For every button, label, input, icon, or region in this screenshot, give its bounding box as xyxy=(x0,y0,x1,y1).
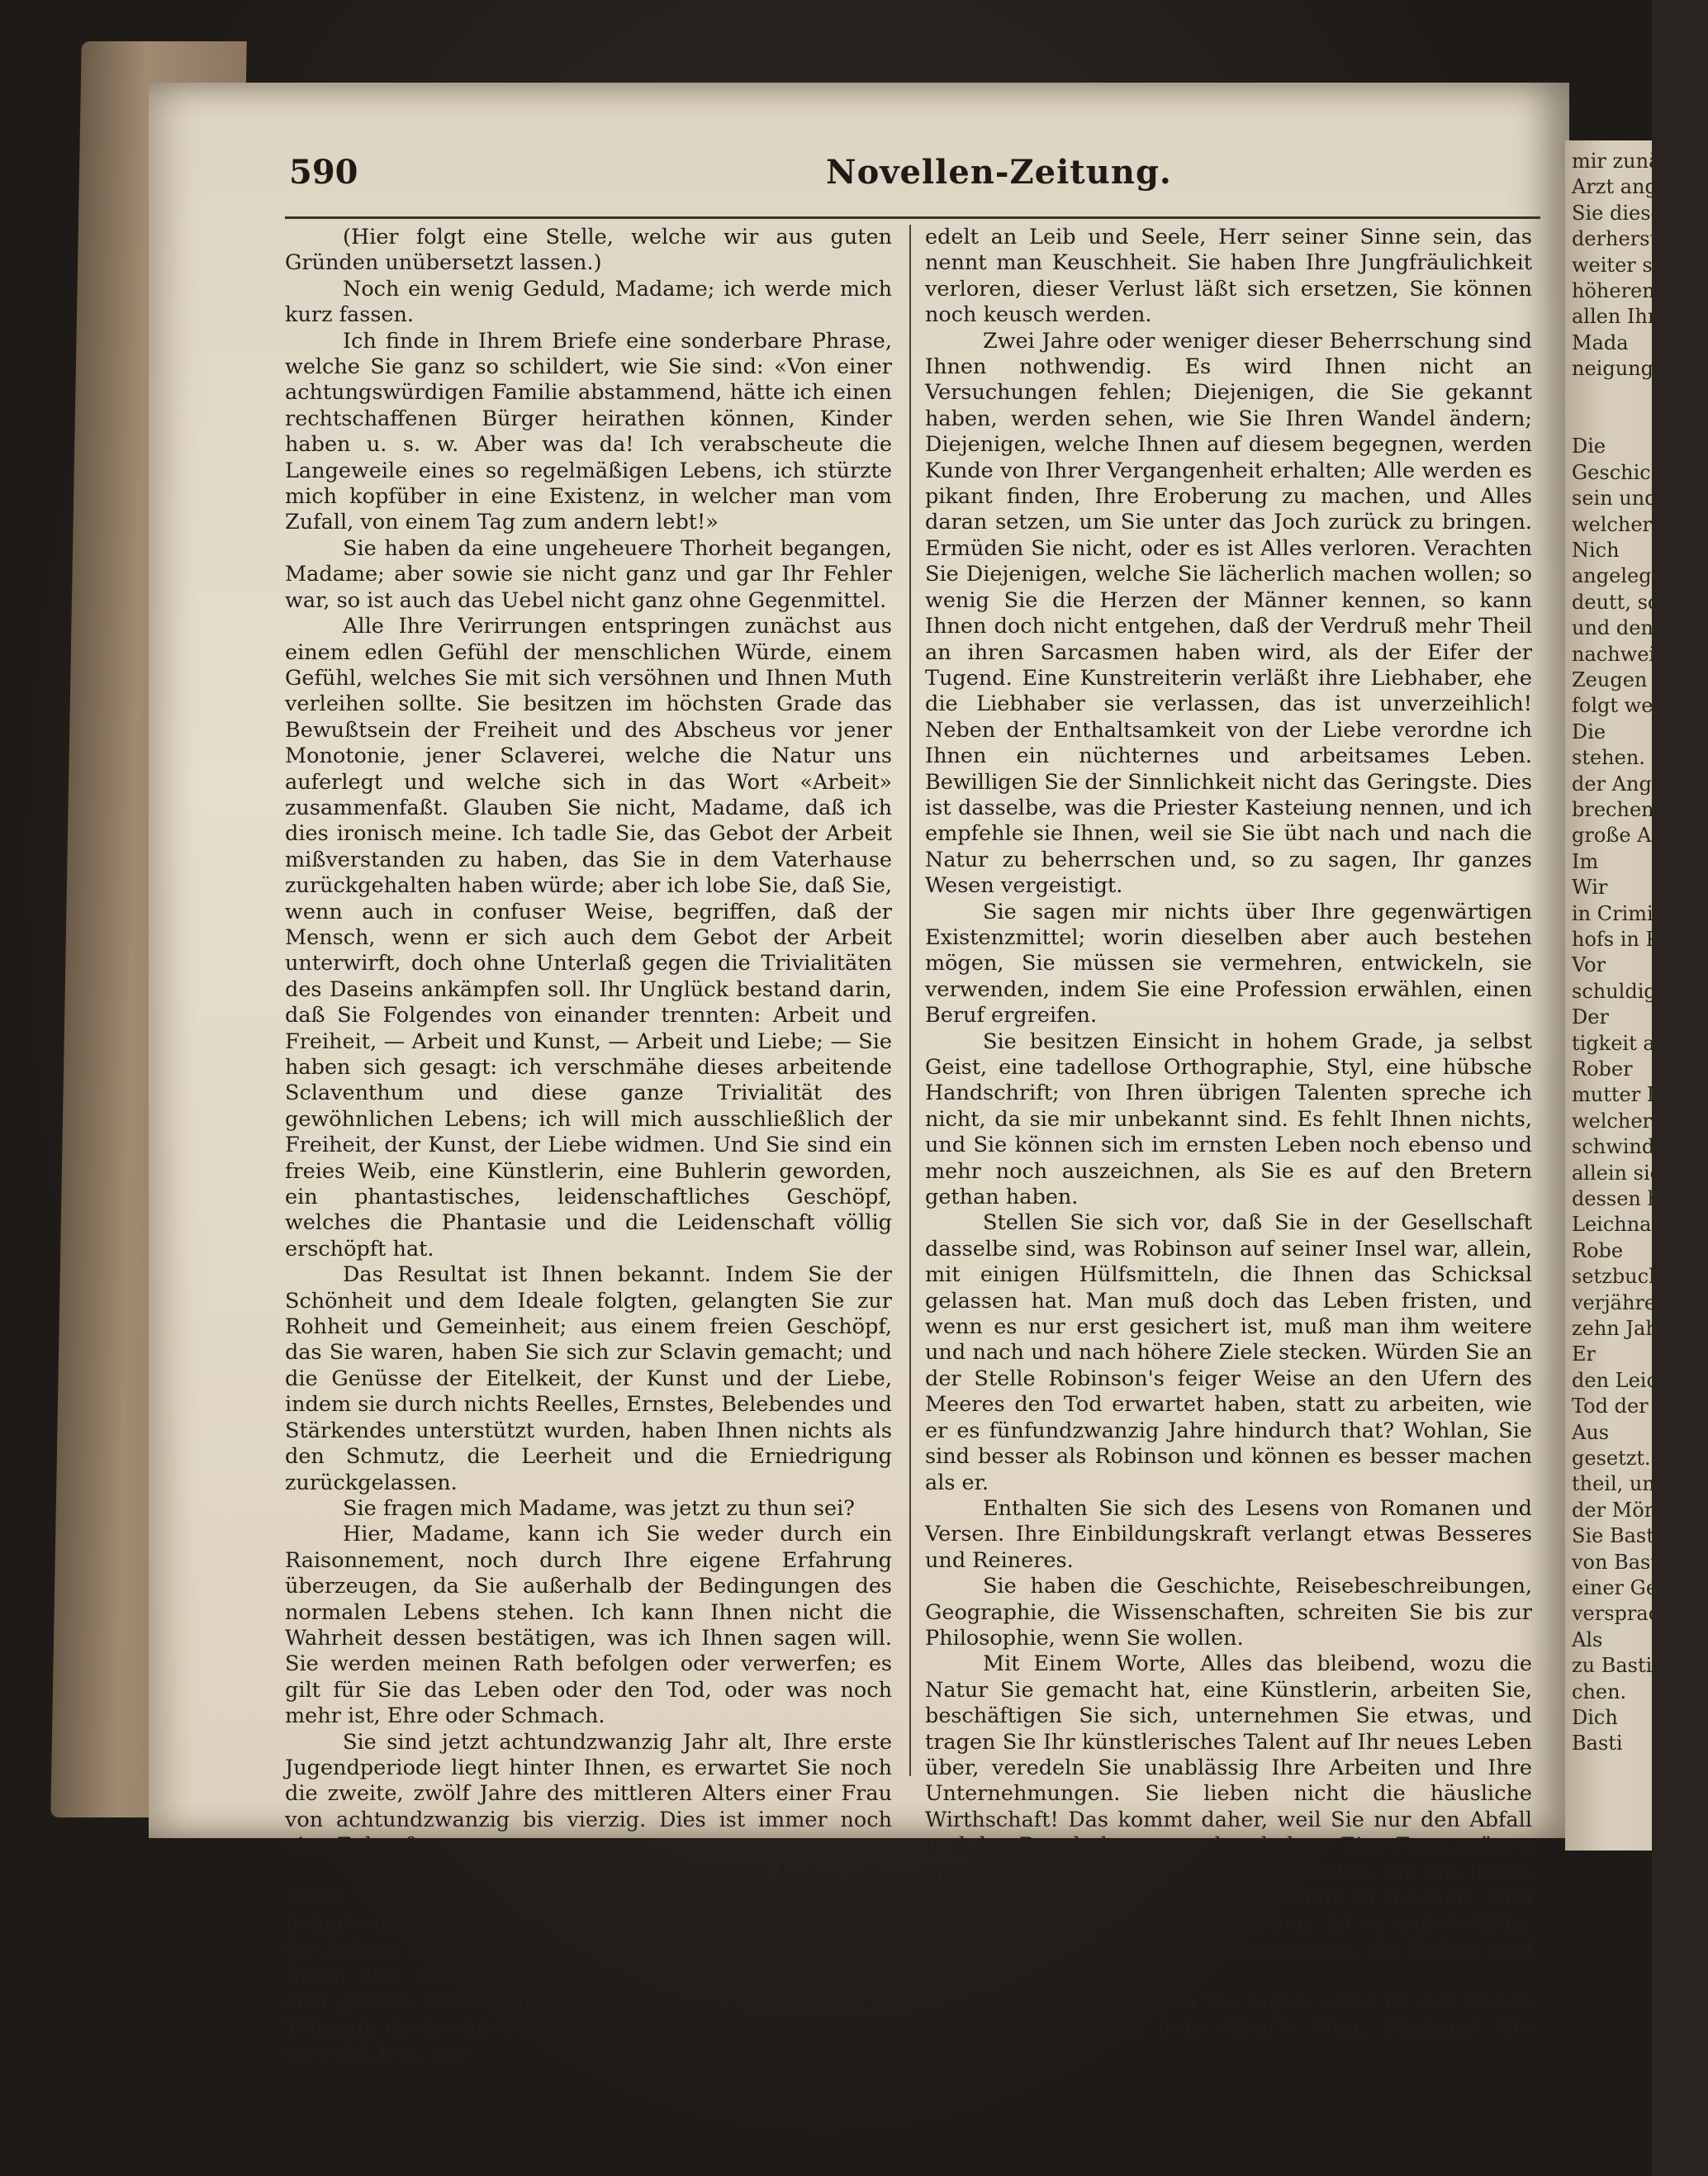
left-text-column xyxy=(285,225,892,2066)
facing-page-line: weiter sagen xyxy=(1572,253,1702,277)
facing-page-line: Er xyxy=(1572,1342,1596,1366)
facing-page-line: hofs in P xyxy=(1572,928,1659,951)
facing-page-line: neigung xyxy=(1572,357,1653,381)
facing-page-line: Zeugen wie xyxy=(1572,668,1689,691)
facing-page-line: folgt werde xyxy=(1572,694,1687,718)
facing-page-line: höheren Zw xyxy=(1572,279,1692,302)
paragraph: Sie sind jetzt achtundzwanzig Jahr alt, Ihre erste Jugendperiode liegt hinter Ihnen, es erwartet Sie noch die zweite, zwölf Jahre des mittleren Alters einer Frau von achtundzwanzig bis vierzig. Dies ist immer noch eine Zukunft. xyxy=(285,1729,892,1859)
paragraph: «Und nun,» werden Sie sagen, «was ist der Zweck und das Ende von dem Allen?» Nun, Madame! Sie müssen xyxy=(925,1988,1532,2066)
page-number: 590 xyxy=(289,153,358,192)
facing-page-line: welcher ein xyxy=(1572,512,1689,536)
facing-page-line: deutt, so wi xyxy=(1572,590,1690,614)
right-text-column xyxy=(925,225,1532,2066)
facing-page-line: brechen du xyxy=(1572,798,1687,821)
facing-page-line: Dich xyxy=(1572,1706,1618,1729)
paragraph: Zwei Jahre oder weniger dieser Beherrschung sind Ihnen nothwendig. Es wird Ihnen nicht an Versuchungen fehlen; Diejenigen, die Sie gekannt haben, werden sehen, wie Sie Ihren Wandel ändern; Diejenigen, welche Ihnen auf diesem begegnen, werden Kunde von Ihrer Vergangenheit erhalten; Alle werden es pikant finden, Ihre Eroberung zu machen, und Alles daran setzen, um Sie unter das Joch zurück zu bringen. Ermüden Sie nicht, oder es ist Alles verloren. Verachten Sie Diejenigen, welche Sie lächerlich machen wollen; so wenig Sie die Herzen der Männer kennen, so kann Ihnen doch nicht entgehen, daß der Verdruß mehr Theil an ihren Sarcasmen haben wird, als der Eifer der Tugend. Eine Kunstreiterin verläßt ihre Liebhaber, ehe die Liebhaber sie verlassen, das ist unverzeihlich! Neben der Enthaltsamkeit von der Liebe verordne ich Ihnen ein nüchternes und arbeitsames Leben. Bewilligen Sie der Sinnlichkeit nicht das Geringste. Dies ist dasselbe, was die Priester Kasteiung nennen, und ich empfehle sie Ihnen, weil sie Sie übt nach und nach die Natur zu beherrschen und, so zu sagen, Ihr ganzes Wesen vergeistigt. xyxy=(925,328,1532,899)
column-divider xyxy=(909,225,911,1776)
facing-page-line: Sie dieselbe xyxy=(1572,201,1693,225)
page-header xyxy=(289,153,1528,202)
facing-page-line: Basti xyxy=(1572,1732,1623,1756)
facing-page-line: Rober xyxy=(1572,1057,1633,1081)
paragraph: Sie besitzen Einsicht in hohem Grade, ja selbst Geist, eine tadellose Orthographie, Styl, eine hübsche Handschrift; von Ihren übrigen Talenten spreche ich nicht, da sie mir unbekannt sind. Es fehlt Ihnen nichts, und Sie können sich im ernsten Leben noch ebenso und mehr noch auszeichnen, als Sie es auf den Bretern gethan haben. xyxy=(925,1029,1532,1210)
facing-page-line: tigkeit alle xyxy=(1572,1031,1680,1055)
facing-page-line: Die xyxy=(1572,435,1606,458)
paragraph: Enthalten Sie sich des Lesens von Romanen und Versen. Ihre Einbildungskraft verlangt etwas Besseres und Reineres. xyxy=(925,1495,1532,1573)
paragraph: Stellen Sie sich vor, daß Sie in der Gesellschaft dasselbe sind, was Robinson auf seiner Insel war, allein, mit einigen Hülfsmitteln, die Ihnen das Schicksal gelassen hat. Man muß doch das Leben fristen, und wenn es nur erst gesichert ist, muß man ihm weitere und nach und nach höhere Ziele stecken. Würden Sie an der Stelle Robinson's feiger Weise an den Ufern des Meeres den Tod erwartet haben, statt zu arbeiten, wie er es fünfundzwanzig Jahre hindurch that? Wohlan, Sie sind besser als Robinson und können es besser machen als er. xyxy=(925,1210,1532,1495)
facing-page-fragment xyxy=(1565,140,1708,1851)
facing-page-line: der Angekl xyxy=(1572,772,1682,796)
facing-page-line: Sie Basti xyxy=(1572,1524,1661,1548)
paragraph: (Hier folgt eine Stelle, welche wir aus guten Gründen unübersetzt lassen.) xyxy=(285,225,892,276)
facing-page-line: in Crimin xyxy=(1572,901,1667,925)
header-rule xyxy=(285,216,1540,219)
paragraph: Sie fragen mich Madame, was jetzt zu thun sei? xyxy=(343,1495,855,1521)
paragraph: Mit Einem Worte, Alles das bleibend, wozu die Natur Sie gemacht hat, eine Künstlerin, arbeiten Sie, beschäftigen Sie sich, unternehmen Sie etwas, und tragen Sie Ihr künstlerisches Talent auf Ihr neues Leben über, veredeln Sie unablässig Ihre Arbeiten und Ihre Unternehmungen. Sie lieben nicht die häusliche Wirthschaft! Das kommt daher, weil Sie nur den Abfall und den Rauch davon gesehen haben. Eine Frau, mögen Sie wissen, bedarf eines großen Talentes, um aus ihrem Zimmer ein Bild und eine Landschaft zu machen. Und das sollten sie doch alle versuchen. Ist es widerwärtig, Kessel, Töpfe und Meubles anzufassen, als Farben und Pinsel? xyxy=(925,1651,1532,1988)
facing-page-line: versprach. xyxy=(1572,1602,1679,1626)
facing-page-line: den Leichn xyxy=(1572,1368,1683,1392)
facing-page-line: welcher Ro xyxy=(1572,1109,1686,1133)
facing-page-line: mir zunächst xyxy=(1572,150,1703,173)
facing-page-line: Tod der xyxy=(1572,1394,1649,1418)
facing-page-line: Nich xyxy=(1572,539,1620,562)
facing-page-line: mutter Rob xyxy=(1572,1083,1687,1107)
facing-page-line: der Mörder xyxy=(1572,1498,1688,1522)
facing-page-line: und den Ta xyxy=(1572,616,1684,640)
paragraph: edelt an Leib und Seele, Herr seiner Sinne sein, das nennt man Keuschheit. Sie haben Ihre Jungfräulichkeit verloren, dieser Verlust läßt sich ersetzen, Sie können noch keusch werden. xyxy=(925,225,1532,328)
facing-page-line: Vor xyxy=(1572,953,1606,977)
running-title: Novellen-Zeitung. xyxy=(826,153,1172,192)
facing-page-line: große Ang xyxy=(1572,824,1677,848)
facing-page-line: angelegenh xyxy=(1572,564,1689,588)
facing-page-line: Die xyxy=(1572,720,1606,744)
paragraph: Sie haben da eine ungeheuere Thorheit begangen, Madame; aber sowie sie nicht ganz und gar Ihr Fehler war, so ist auch das Uebel nicht ganz ohne Gegenmittel. xyxy=(285,535,892,613)
facing-page-line: nachweisen xyxy=(1572,642,1691,666)
paragraph: Hier, Madame, kann ich Sie weder durch ein Raisonnement, noch durch Ihre eigene Erfahrung überzeugen, da Sie außerhalb der Bedingungen des normalen Lebens stehen. Ich kann Ihnen nicht die Wahrheit dessen bestätigen, was ich Ihnen sagen will. Sie werden meinen Rath befolgen oder verwerfen; es gilt für Sie das Leben oder den Tod, oder was noch mehr ist, Ehre oder Schmach. xyxy=(285,1522,892,1729)
facing-page-line: Mada xyxy=(1572,330,1629,354)
facing-page-line: Der xyxy=(1572,1005,1609,1029)
facing-page-line: Leichnam xyxy=(1572,1213,1671,1237)
paragraph: Ich finde in Ihrem Briefe eine sonderbare Phrase, welche Sie ganz so schildert, wie Sie sind: «Von einer achtungswürdigen Familie abstammend, hätte ich einen rechtschaffenen Bürger heirathen können, Kinder haben u. s. w. Aber was da! Ich verabscheute die Langeweile eines so regelmäßigen Lebens, ich stürzte mich kopfüber in eine Existenz, in welcher man vom Zufall, von einem Tag zum andern lebt!» xyxy=(285,328,892,535)
facing-page-line: schuldige w xyxy=(1572,979,1692,1003)
facing-page-line: zu Bastian xyxy=(1572,1654,1677,1678)
paragraph: Noch ein wenig Geduld, Madame; ich werde mich kurz fassen. xyxy=(285,276,892,328)
facing-page-line: Robe xyxy=(1572,1238,1624,1262)
facing-page-line: Als xyxy=(1572,1627,1603,1651)
facing-page-line: Arzt angeno xyxy=(1572,175,1694,199)
facing-page-line: Aus xyxy=(1572,1420,1610,1444)
facing-page-line: schwinden xyxy=(1572,1135,1679,1159)
facing-page-line: gesetzt. xyxy=(1572,1447,1651,1470)
facing-page-line: von Bastia xyxy=(1572,1550,1677,1574)
paragraph: Das Resultat ist Ihnen bekannt. Indem Sie der Schönheit und dem Ideale folgten, gelangten Sie zur Rohheit und Gemeinheit; aus einem freien Geschöpf, das Sie waren, haben Sie sich zur Sclavin gemacht; und die Genüsse der Eitelkeit, der Kunst und der Liebe, indem sie durch nichts Reelles, Ernstes, Belebendes und Stärkendes unterstützt wurden, haben Ihnen nichts als den Schmutz, die Leerheit und die Erniedrigung zurückgelassen. xyxy=(285,1262,892,1495)
facing-page-line: theil, und xyxy=(1572,1472,1668,1496)
facing-page-line: Im xyxy=(1572,849,1599,873)
facing-page-line: Wir xyxy=(1572,876,1608,900)
paragraph: Sie haben die Geschichte, Reisebeschreibungen, Geographie, die Wissenschaften, schreiten Sie bis zur Philosophie, wenn Sie wollen. xyxy=(925,1574,1532,1651)
facing-page-line: Geschicht xyxy=(1572,460,1672,484)
facing-page-line: chen. xyxy=(1572,1680,1627,1703)
facing-page-line: sein und xyxy=(1572,487,1658,511)
facing-page-line: allen Ihren xyxy=(1572,305,1682,329)
facing-page-line: allein sie h xyxy=(1572,1161,1681,1185)
facing-page-line: setzbuch de xyxy=(1572,1265,1692,1289)
paragraph: Brechen Sie zunächst mit jeder Art von Liebe. Das Erste, was Sie thun müssen, ist zu lernen, sich selbst zu beherrschen, denn, Unglückliche, Sie sind bis heute nur die Sclavin von irgend etwas Anderem gewesen. Es wird Ihnen dies anfänglich viel kosten, darauf machen Sie sich gefaßt; aber wenn der Kampf schwer ist, wird der Triumph desto süßer sein. Sich beherrschen, hören Sie es wohl, frei, ver- xyxy=(285,1859,892,2066)
facing-page-line: zehn Jahre xyxy=(1572,1317,1680,1340)
paragraph: Sie sagen mir nichts über Ihre gegenwärtigen Existenzmittel; worin dieselben aber auch bestehen mögen, Sie müssen sie vermehren, entwickeln, sie verwenden, indem Sie eine Profession erwählen, einen Beruf ergreifen. xyxy=(925,899,1532,1029)
facing-page-line: derherstellun xyxy=(1572,227,1708,251)
paragraph: Alle Ihre Verirrungen entspringen zunächst aus einem edlen Gefühl der menschlichen Würde, einem Gefühl, welches Sie mit sich versöhnen und Ihnen Muth verleihen sollte. Sie besitzen im höchsten Grade das Bewußtsein der Freiheit und des Abscheus vor jener Monotonie, jener Sclaverei, welche die Natur uns auferlegt und welche sich in das Wort «Arbeit» zusammenfaßt. Glauben Sie nicht, Madame, daß ich dies ironisch meine. Ich tadle Sie, das Gebot der Arbeit mißverstanden zu haben, das Sie in dem Vaterhause zurückgehalten haben würde; aber ich lobe Sie, daß Sie, wenn auch in confuser Weise, begriffen, daß der Mensch, wenn er sich auch dem Gebot der Arbeit unterwirft, doch ohne Unterlaß gegen die Trivialitäten des Daseins ankämpfen soll. Ihr Unglück bestand darin, daß Sie Folgendes von einander trennten: Arbeit und Freiheit, — Arbeit und Kunst, — Arbeit und Liebe; — Sie haben sich gesagt: ich verschmähe dieses arbeitende Sclaventhum und diese ganze Trivialität des gewöhnlichen Lebens; ich will mich ausschließlich der Freiheit, der Kunst, der Liebe widmen. Und Sie sind ein freies Weib, eine Künstlerin, eine Buhlerin geworden, ein phantastisches, leidenschaftliches Geschöpf, welches die Phantasie und die Leidenschaft völlig erschöpft hat. xyxy=(285,614,892,1261)
facing-page-line: stehen. S xyxy=(1572,746,1665,770)
facing-page-line: verjähren xyxy=(1572,1290,1669,1314)
facing-page-line: einer Geld xyxy=(1572,1576,1677,1599)
facing-page-line: dessen hatt xyxy=(1572,1187,1688,1210)
